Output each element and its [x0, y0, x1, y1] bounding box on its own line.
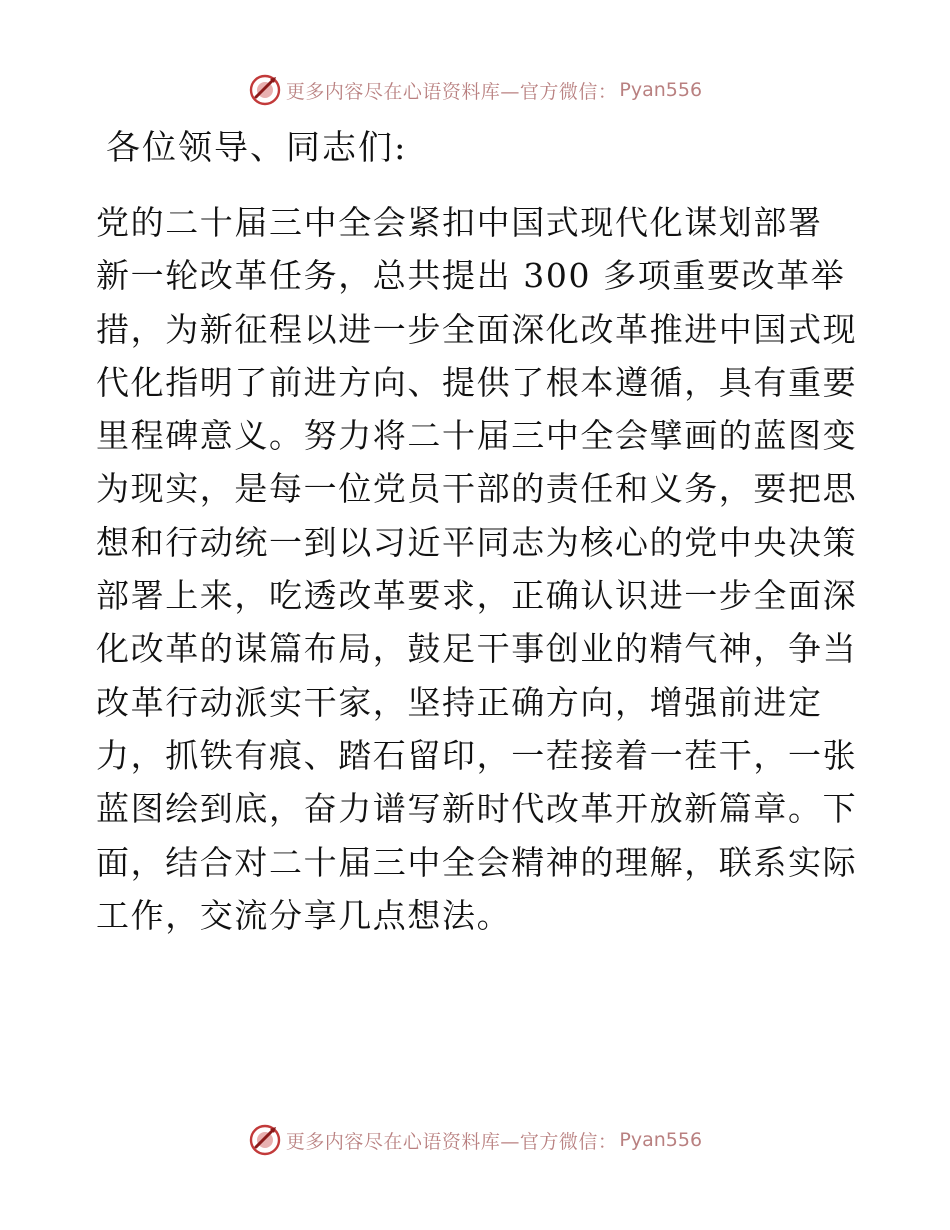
- main-paragraph: [96, 196, 856, 942]
- paragraph-line: 改革行动派实干家，坚持正确方向，增强前进定: [96, 682, 823, 722]
- paragraph-line: 代化指明了前进方向、提供了根本遵循，具有重要: [96, 362, 858, 402]
- paragraph-line: 里程碑意义。努力将二十届三中全会擘画的蓝图变: [96, 416, 858, 456]
- watermark-text: 更多内容尽在心语资料库—官方微信：: [285, 80, 618, 103]
- paragraph-line: 措，为新征程以进一步全面深化改革推进中国式现: [96, 309, 858, 349]
- watermark-id: Pyan556: [619, 79, 703, 101]
- watermark-text: 更多内容尽在心语资料库—官方微信：: [285, 1130, 618, 1153]
- paragraph-line: 党的二十届三中全会紧扣中国式现代化谋划部署: [96, 203, 823, 242]
- logo-icon: [248, 1123, 282, 1157]
- paragraph-line: 化改革的谋篇布局，鼓足干事创业的精气神，争当: [96, 629, 858, 669]
- paragraph-line: 面，结合对二十届三中全会精神的理解，联系实际: [96, 842, 858, 882]
- paragraph-line: 部署上来，吃透改革要求，正确认识进一步全面深: [96, 576, 858, 616]
- header-watermark: [0, 70, 950, 110]
- paragraph-line: 想和行动统一到以习近平同志为核心的党中央决策: [96, 522, 858, 562]
- footer-watermark: [0, 1120, 950, 1160]
- paragraph-line: 为现实，是每一位党员干部的责任和义务，要把思: [96, 469, 858, 509]
- salutation: 各位领导、同志们:: [106, 128, 408, 168]
- paragraph-line: 蓝图绘到底，奋力谱写新时代改革开放新篇章。下: [96, 789, 858, 829]
- watermark-id: Pyan556: [619, 1129, 703, 1151]
- paragraph-line: 力，抓铁有痕、踏石留印，一茬接着一茬干，一张: [96, 735, 858, 775]
- paragraph-line: 新一轮改革任务，总共提出 300 多项重要改革举: [96, 256, 846, 296]
- logo-icon: [248, 73, 282, 107]
- paragraph-line: 工作，交流分享几点想法。: [96, 895, 512, 935]
